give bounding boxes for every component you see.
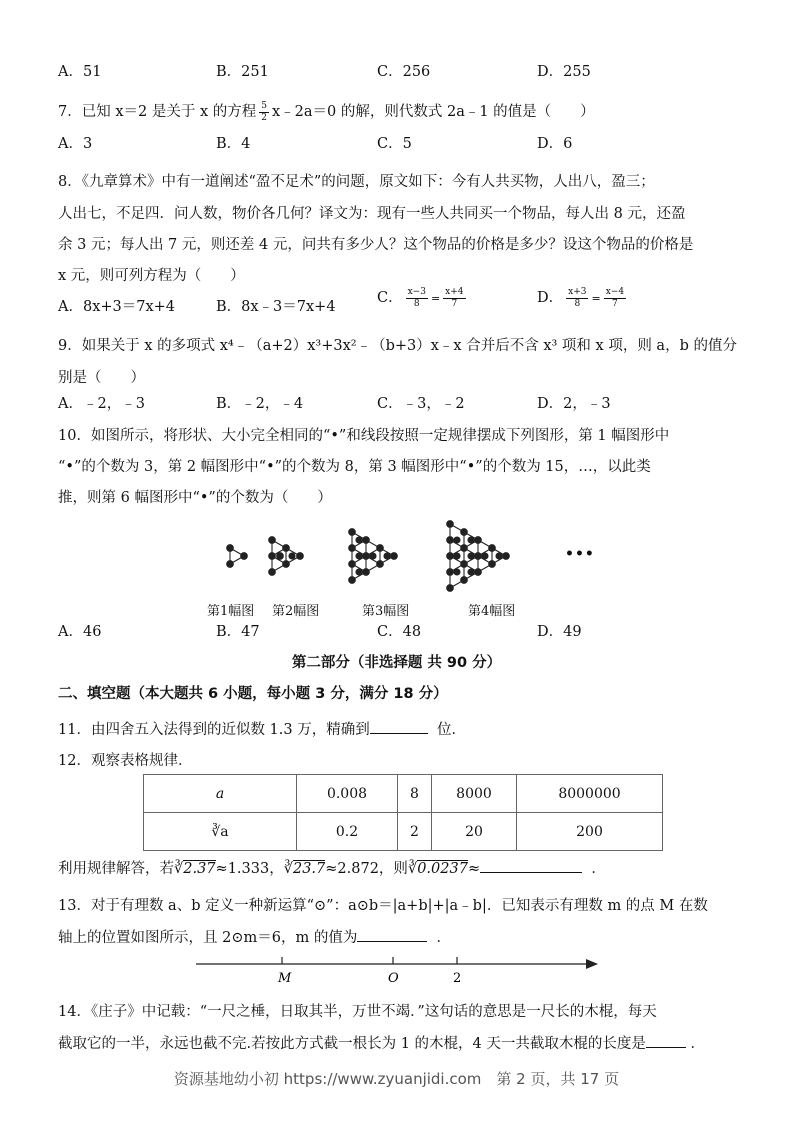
q13-line-2-text: 轴上的位置如图所示，且 2⊙m＝6，m 的值为 xyxy=(58,930,358,946)
q8-line-4: x 元，则可列方程为（ ） xyxy=(58,268,245,284)
q12-answer-line xyxy=(58,857,606,878)
q12-answer-blank[interactable] xyxy=(480,860,582,873)
cube-root-sign: ∛ xyxy=(174,861,184,877)
q7-frac-den: 2 xyxy=(261,112,267,123)
q13-number-line xyxy=(190,952,600,990)
q11-stem xyxy=(58,718,466,739)
q12-table xyxy=(143,774,663,851)
q8-line-1: 8．《九章算术》中有一道阐述“盈不足术”的问题，原文如下：今有人共买物，人出八，盈三； xyxy=(58,174,655,190)
q12-radicand-1: 2.37 xyxy=(183,861,216,877)
q10-option-b: B．47 xyxy=(216,624,260,640)
q7-stem xyxy=(58,100,595,124)
table-cell: 0.2 xyxy=(297,813,398,851)
q14-line-2-text: 截取它的一半，永远也截不完.若按此方式截一根长为 1 的木棍，4 天一共截取木棍的长度是 xyxy=(58,1036,646,1052)
q10-caption-4: 第4幅图 xyxy=(468,604,516,619)
q12-radicand-3: 0.0237 xyxy=(417,861,468,877)
table-cell: 200 xyxy=(517,813,663,851)
axis-label-m: M xyxy=(278,971,292,986)
q8-option-c xyxy=(377,286,469,310)
q8-c-left-num: x−3 xyxy=(407,286,426,297)
table-cell: ∛a xyxy=(144,813,297,851)
part2-title: 第二部分（非选择题 共 90 分） xyxy=(291,655,502,671)
q6-option-b: B．251 xyxy=(216,64,269,80)
q10-option-d: D．49 xyxy=(537,624,582,640)
q10-caption-1: 第1幅图 xyxy=(207,604,255,619)
section2-title: 二、填空题（本大题共 6 小题，每小题 3 分，满分 18 分） xyxy=(58,686,448,702)
q11-text: 11．由四舍五入法得到的近似数 1.3 万，精确到 xyxy=(58,722,370,738)
table-cell: 8000000 xyxy=(517,775,663,813)
q8-d-right-den: 7 xyxy=(612,298,618,309)
q10-caption-2: 第2幅图 xyxy=(272,604,320,619)
q6-option-d: D．255 xyxy=(537,64,591,80)
q9-option-b: B．﹣2，﹣4 xyxy=(216,396,304,412)
q6-option-a: A．51 xyxy=(58,64,102,80)
table-cell: 2 xyxy=(398,813,432,851)
q8-line-2: 人出七，不足四．问人数，物价各几何？译文为：现有一些人共同买一个物品，每人出 8 元，还盈 xyxy=(58,206,686,222)
q10-option-a: A．46 xyxy=(58,624,102,640)
q12-answer-end: ． xyxy=(591,861,606,877)
q7-option-d: D．6 xyxy=(537,136,573,152)
q12-title: 12．观察表格规律． xyxy=(58,753,193,769)
q13-answer-blank[interactable] xyxy=(357,929,427,942)
q8-d-left-num: x+3 xyxy=(568,286,587,297)
q10-line-1: 10．如图所示，将形状、大小完全相同的“•”和线段按照一定规律摆成下列图形，第 1 幅图形中 xyxy=(58,428,670,444)
q8-d-right-num: x−4 xyxy=(605,286,625,297)
q10-pattern-figure xyxy=(200,512,570,598)
q11-answer-blank[interactable] xyxy=(370,721,428,734)
q7-fraction xyxy=(259,101,269,124)
q9-option-d: D．2，﹣3 xyxy=(537,396,611,412)
table-cell: 8000 xyxy=(432,775,517,813)
table-cell: 20 xyxy=(432,813,517,851)
cube-root-sign: ∛ xyxy=(407,861,418,877)
q9-line-1: 9．如果关于 x 的多项式 x⁴﹣（a+2）x³+3x²﹣（b+3）x﹣x 合并后不含 x³ 项和 x 项，则 a，b 的值分 xyxy=(58,338,737,354)
q7-option-b: B．4 xyxy=(216,136,251,152)
q8-d-label: D． xyxy=(537,290,564,306)
q14-line-2 xyxy=(58,1032,705,1053)
q14-answer-blank[interactable] xyxy=(646,1035,686,1048)
q8-c-eq: = xyxy=(430,292,441,305)
axis-label-o: O xyxy=(388,971,399,986)
axis-label-2: 2 xyxy=(453,971,462,986)
q12-answer-text: ≈1.333， xyxy=(215,861,284,877)
table-cell: 8 xyxy=(398,775,432,813)
q13-end: ． xyxy=(436,930,452,946)
q8-option-d xyxy=(537,286,629,310)
q8-option-b: B．8x﹣3＝7x+4 xyxy=(216,299,336,315)
q9-option-a: A．﹣2，﹣3 xyxy=(58,396,145,412)
q8-d-eq: = xyxy=(591,292,601,305)
q9-option-c: C．﹣3，﹣2 xyxy=(377,396,465,412)
q10-caption-3: 第3幅图 xyxy=(362,604,410,619)
cube-root-sign: ∛ xyxy=(283,861,293,877)
q8-c-left-den: 8 xyxy=(413,298,420,309)
q7-frac-num: 5 xyxy=(261,100,267,111)
table-row xyxy=(144,775,663,813)
q8-line-3: 余 3 元；每人出 7 元，则还差 4 元，问共有多少人？这个物品的价格是多少？设这个物品的价格是 xyxy=(58,237,694,253)
q7-option-a: A．3 xyxy=(58,136,93,152)
q10-line-3: 推，则第 6 幅图形中“•”的个数为（ ） xyxy=(58,490,332,506)
q12-answer-text: ≈ xyxy=(467,861,481,877)
q10-ellipsis: ••• xyxy=(565,546,595,562)
q6-option-c: C．256 xyxy=(377,64,431,80)
q10-line-2: “•”的个数为 3，第 2 幅图形中“•”的个数为 8，第 3 幅图形中“•”的个数为 15，…，以此类 xyxy=(58,459,651,475)
q8-c-label: C． xyxy=(377,290,403,306)
q12-radicand-2: 23.7 xyxy=(292,861,326,877)
q9-line-2: 别是（ ） xyxy=(58,370,145,386)
q14-end: ． xyxy=(690,1036,705,1052)
q14-line-1: 14．《庄子》中记载：“一尺之棰，日取其半，万世不竭．”这句话的意思是一尺长的木棍，每天 xyxy=(58,1004,657,1020)
q13-line-1: 13．对于有理数 a、b 定义一种新运算“⊙”：a⊙b＝|a+b|+|a﹣b|．已知表示有理数 m 的点 M 在数 xyxy=(58,898,708,914)
table-cell: a xyxy=(144,775,297,813)
q7-prefix: 7．已知 x＝2 是关于 x 的方程 xyxy=(58,104,257,120)
table-row xyxy=(144,813,663,851)
q8-c-right-num: x+4 xyxy=(445,286,464,297)
q7-suffix: x﹣2a＝0 的解，则代数式 2a﹣1 的值是（ ） xyxy=(271,104,595,120)
table-cell: 0.008 xyxy=(297,775,398,813)
q12-answer-text: ≈2.872，则 xyxy=(325,861,408,877)
q8-c-right-den: 7 xyxy=(451,298,458,309)
page-footer: 资源基地幼小初 https://www.zyuanjidi.com 第 2 页，共 17 页 xyxy=(173,1070,620,1088)
q7-option-c: C．5 xyxy=(377,136,412,152)
q8-option-a: A．8x+3＝7x+4 xyxy=(58,299,176,315)
q10-option-c: C．48 xyxy=(377,624,422,640)
q8-d-left-den: 8 xyxy=(574,298,581,309)
q11-after: 位． xyxy=(436,722,466,738)
q12-answer-text: 利用规律解答，若 xyxy=(58,861,174,877)
q13-line-2 xyxy=(58,926,451,947)
